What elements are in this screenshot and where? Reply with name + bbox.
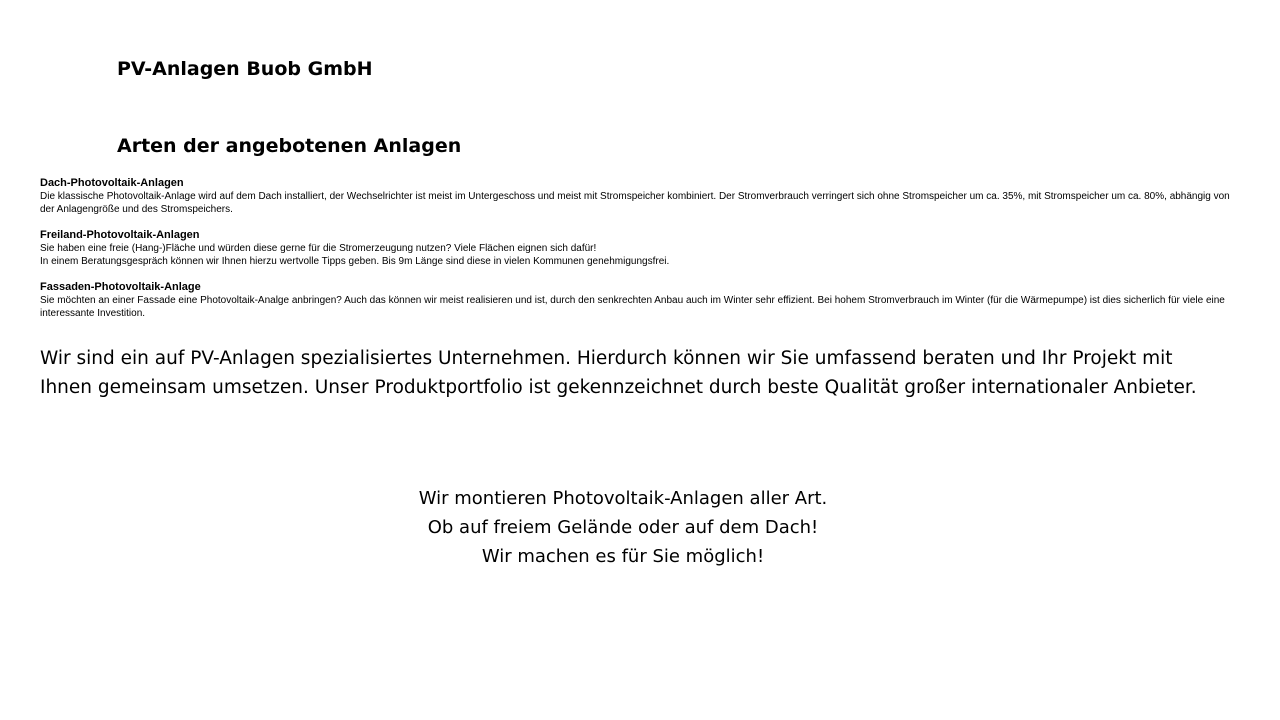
slogan-line-2: Ob auf freiem Gelände oder auf dem Dach! <box>427 517 819 538</box>
type-facade-description: Sie möchten an einer Fassade eine Photovoltaik-Analge anbringen? Auch das können wir meist realisieren und ist, durch den senkrechten Anbau auch im Winter sehr effizient. Bei hohem Stromverbrauch im Winter (für die Wärmepumpe) ist dies sicherlich für viele eine interessante Investition. <box>40 295 1225 319</box>
slogan-line-1: Wir montieren Photovoltaik-Anlagen aller Art. <box>418 488 828 509</box>
type-roof-title: Dach-Photovoltaik-Anlagen <box>40 177 184 189</box>
slogan <box>0 484 1246 571</box>
company-title: PV-Anlagen Buob GmbH <box>117 58 373 80</box>
type-roof <box>40 177 1232 216</box>
type-ground-description-1: Sie haben eine freie (Hang-)Fläche und würden diese gerne für die Stromerzeugung nutzen? Viele Flächen eignen sich dafür! <box>40 243 597 254</box>
type-roof-description: Die klassische Photovoltaik-Anlage wird auf dem Dach installiert, der Wechselrichter ist meist im Untergeschoss und meist mit Stromspeicher kombiniert. Der Stromverbrauch verringert sich ohne Stromspeicher um ca. 35%, mit Stromspeicher um ca. 80%, abhängig von der Anlagengröße und des Stromspeichers. <box>40 191 1230 215</box>
section-title: Arten der angebotenen Anlagen <box>117 135 462 157</box>
installation-types <box>40 177 1232 333</box>
company-intro: Wir sind ein auf PV-Anlagen spezialisiertes Unternehmen. Hierdurch können wir Sie umfassend beraten und Ihr Projekt mit Ihnen gemeinsam umsetzen. Unser Produktportfolio ist gekennzeichnet durch beste Qualität großer internationaler Anbieter. <box>40 348 1197 398</box>
type-facade <box>40 281 1232 320</box>
slogan-line-3: Wir machen es für Sie möglich! <box>481 546 765 567</box>
type-ground-description-2: In einem Beratungsgespräch können wir Ihnen hierzu wertvolle Tipps geben. Bis 9m Länge sind diese in vielen Kommunen genehmigungsfrei. <box>40 256 670 267</box>
type-facade-title: Fassaden-Photovoltaik-Anlage <box>40 281 201 293</box>
type-ground <box>40 229 1232 268</box>
type-ground-title: Freiland-Photovoltaik-Anlagen <box>40 229 200 241</box>
